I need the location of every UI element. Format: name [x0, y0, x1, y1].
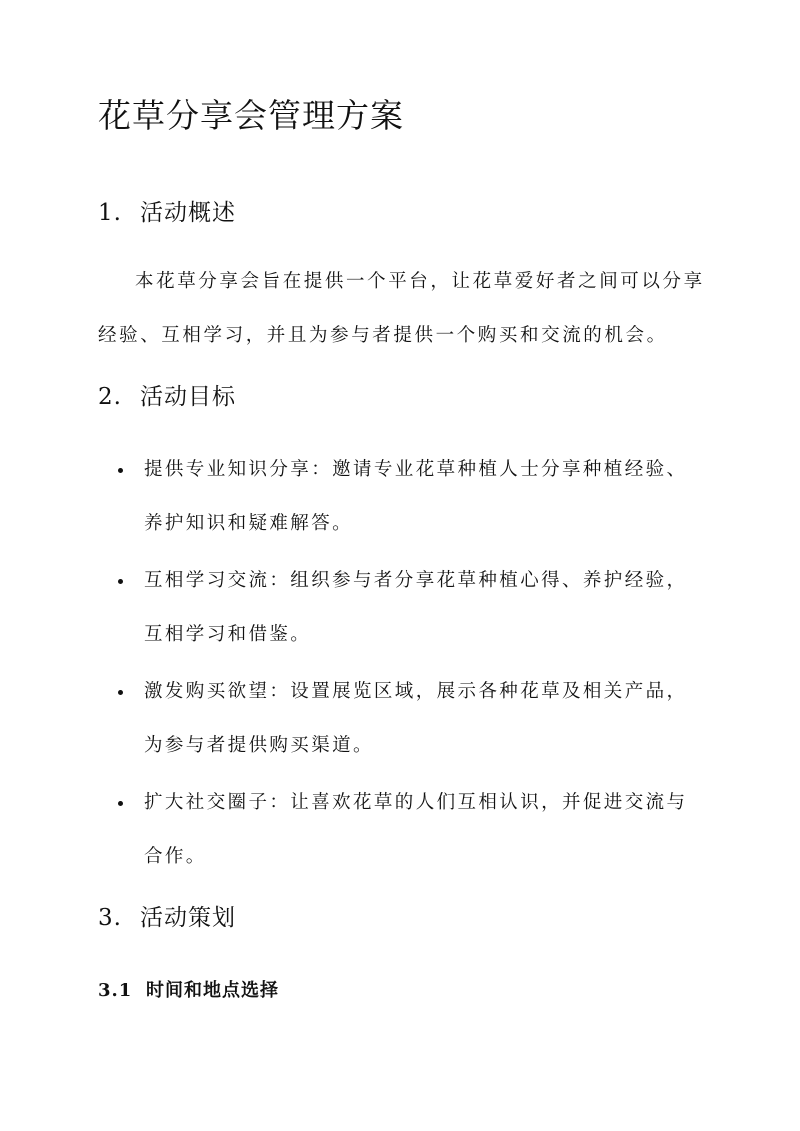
list-item-line: 为参与者提供购买渠道。 — [144, 735, 374, 756]
section-title: 活动策划 — [140, 905, 236, 931]
section-heading-overview — [98, 197, 236, 229]
list-item-line: 提供专业知识分享：邀请专业花草种植人士分享种植经验、 — [144, 459, 688, 480]
subsection-title: 时间和地点选择 — [146, 980, 279, 1001]
section-number: 2. — [98, 384, 122, 410]
overview-paragraph — [98, 267, 703, 351]
document-title: 花草分享会管理方案 — [98, 96, 404, 135]
list-item-line: 互相学习交流：组织参与者分享花草种植心得、养护经验， — [144, 570, 688, 591]
list-item-line: 激发购买欲望：设置展览区域，展示各种花草及相关产品， — [144, 681, 688, 702]
section-heading-goals — [98, 381, 236, 413]
bullet-icon — [118, 801, 123, 806]
section-heading-planning — [98, 902, 236, 934]
section-title: 活动目标 — [140, 384, 236, 410]
bullet-icon — [118, 690, 123, 695]
list-item-line: 合作。 — [144, 846, 207, 867]
section-number: 1. — [98, 200, 122, 226]
paragraph-line: 本花草分享会旨在提供一个平台，让花草爱好者之间可以分享 — [135, 271, 705, 292]
list-item-line: 互相学习和借鉴。 — [144, 624, 312, 645]
subsection-heading-time-location — [98, 978, 279, 1004]
bullet-icon — [118, 579, 123, 584]
list-item-line: 扩大社交圈子：让喜欢花草的人们互相认识，并促进交流与 — [144, 792, 688, 813]
bullet-icon — [118, 468, 123, 473]
section-number: 3. — [98, 905, 122, 931]
paragraph-line: 经验、互相学习，并且为参与者提供一个购买和交流的机会。 — [98, 325, 668, 346]
list-item-line: 养护知识和疑难解答。 — [144, 513, 354, 534]
section-title: 活动概述 — [140, 200, 236, 226]
subsection-number: 3.1 — [98, 980, 133, 1001]
